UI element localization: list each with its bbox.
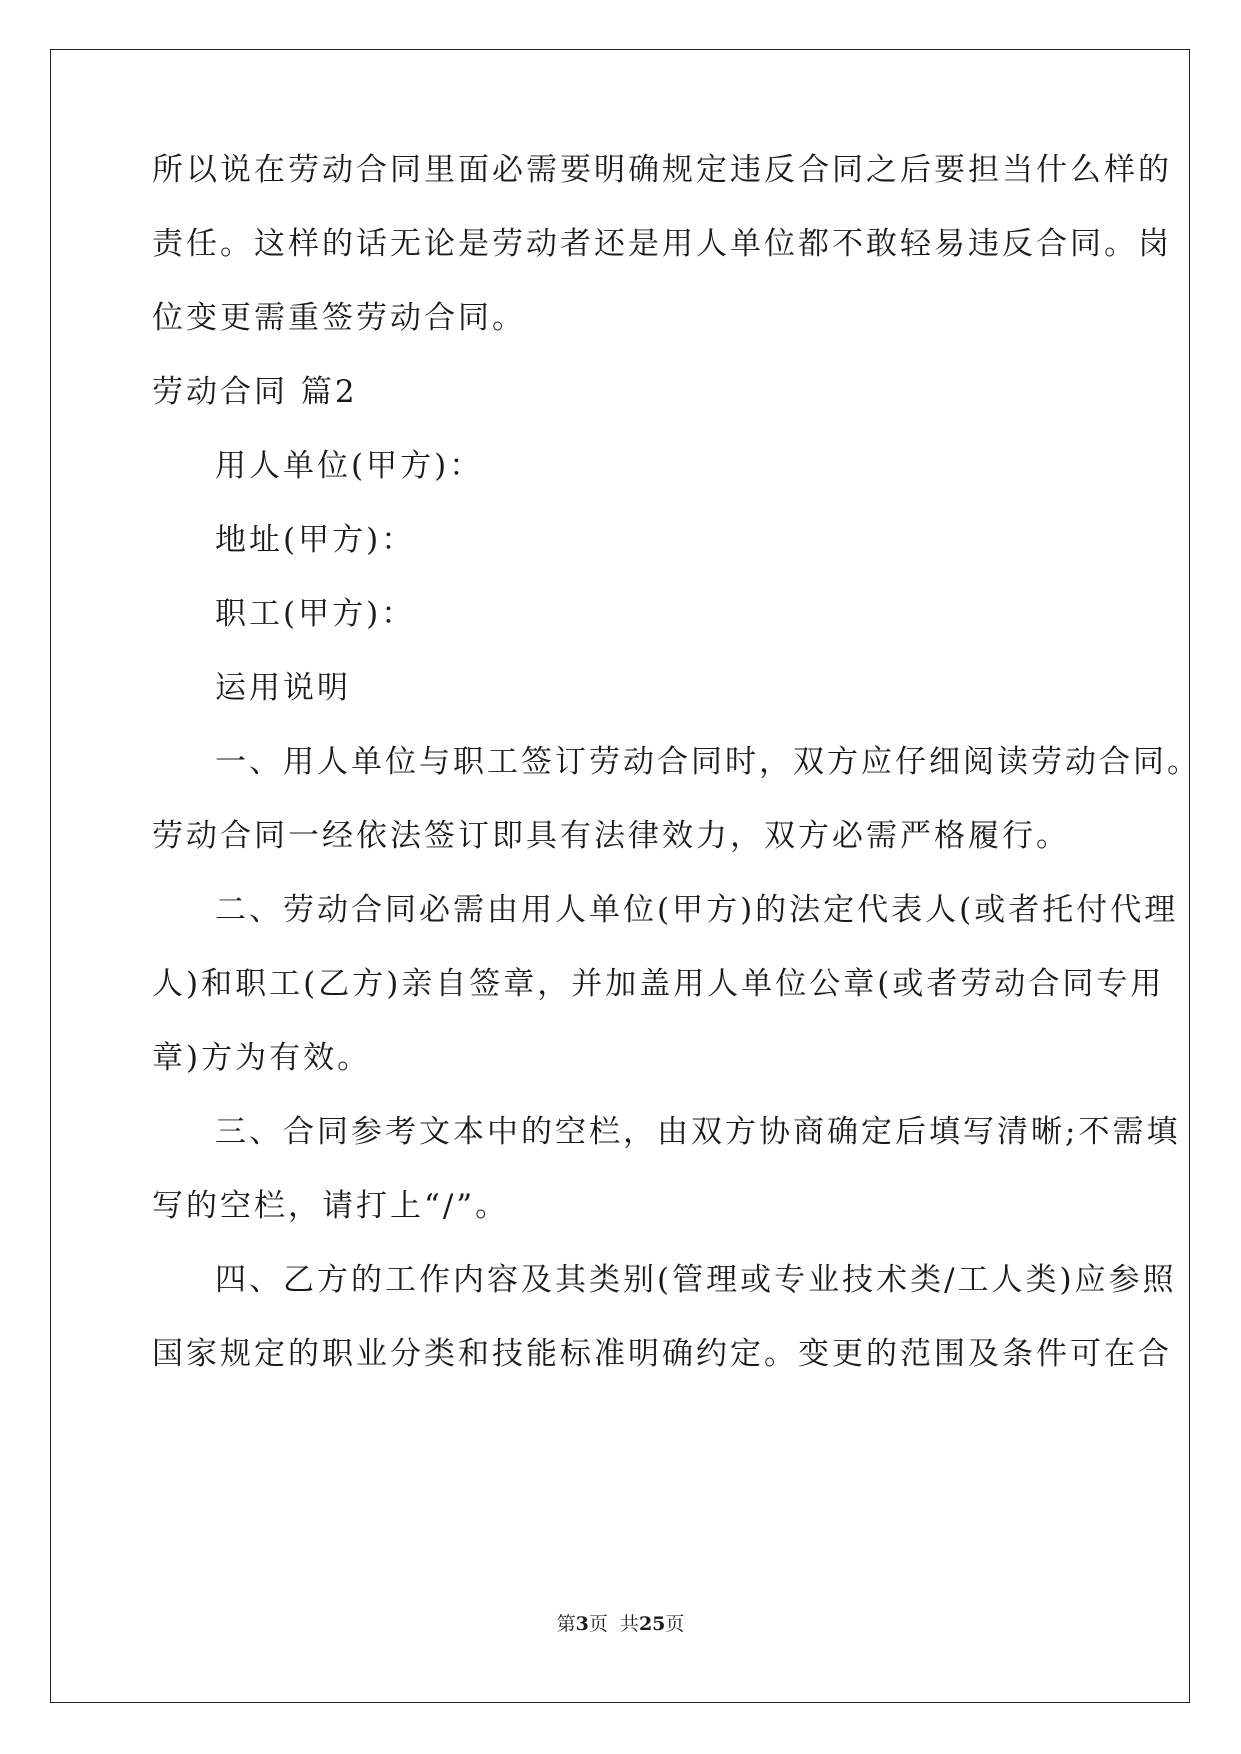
paragraph-line: 所以说在劳动合同里面必需要明确规定违反合同之后要担当什么样的 [152,152,1172,188]
paragraph-line: 国家规定的职业分类和技能标准明确约定。变更的范围及条件可在合 [152,1336,1172,1372]
paragraph-line: 三、合同参考文本中的空栏，由双方协商确定后填写清晰;不需填 [215,1114,1181,1150]
section-heading: 劳动合同 篇2 [152,374,358,410]
paragraph-line: 四、乙方的工作内容及其类别(管理或专业技术类/工人类)应参照 [215,1262,1177,1298]
paragraph-line: 二、劳动合同必需由用人单位(甲方)的法定代表人(或者托付代理 [215,892,1179,928]
paragraph-line: 人)和职工(乙方)亲自签章，并加盖用人单位公章(或者劳动合同专用 [152,966,1165,1002]
paragraph-line: 章)方为有效。 [152,1040,372,1076]
field-label-address: 地址(甲方)： [215,522,416,558]
page-number-prefix: 第 [556,1613,576,1635]
field-label-employee: 职工(甲方)： [215,596,416,632]
field-label-employer: 用人单位(甲方)： [215,448,484,484]
paragraph-line: 责任。这样的话无论是劳动者还是用人单位都不敢轻易违反合同。岗 [152,226,1172,262]
subsection-heading: 运用说明 [215,670,351,706]
paragraph-line: 劳动合同一经依法签订即具有法律效力，双方必需严格履行。 [152,818,1070,854]
paragraph-line: 一、用人单位与职工签订劳动合同时，双方应仔细阅读劳动合同。 [215,744,1201,780]
total-pages-number: 25 [638,1613,666,1635]
paragraph-line: 写的空栏，请打上“/”。 [152,1188,510,1224]
page-number-footer [0,1612,1241,1636]
current-page-number: 3 [575,1613,589,1635]
page-number-middle: 页 共 [588,1613,639,1635]
page-number-suffix: 页 [665,1613,685,1635]
paragraph-line: 位变更需重签劳动合同。 [152,300,526,336]
